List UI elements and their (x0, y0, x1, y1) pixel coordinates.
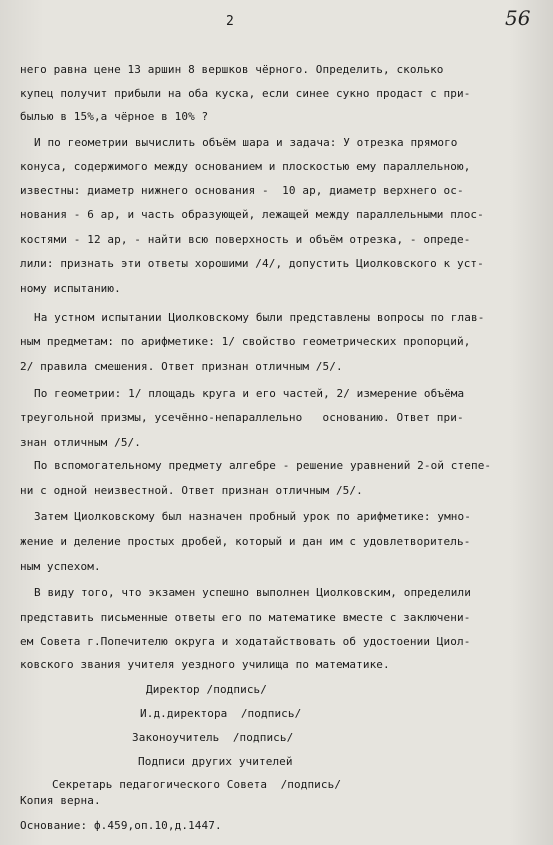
text-line: ным предметам: по арифметике: 1/ свойство геометрических пропорций, (20, 335, 471, 348)
text-line: Законоучитель /подпись/ (132, 731, 294, 744)
text-line: знан отличным /5/. (20, 436, 142, 449)
text-line: ным успехом. (20, 560, 101, 573)
text-line: нования - 6 ар, и часть образующей, лежащей между параллельными плос- (20, 208, 484, 221)
text-line: Секретарь педагогического Совета /подпись/ (52, 778, 342, 791)
text-line: И по геометрии вычислить объём шара и задача: У отрезка прямого (34, 136, 458, 149)
text-line: Затем Циолковскому был назначен пробный урок по арифметике: умно- (34, 510, 471, 523)
text-line: костями - 12 ар, - найти всю поверхность и объём отрезка, - опреде- (20, 233, 471, 246)
text-line: представить письменные ответы его по математике вместе с заключени- (20, 611, 471, 624)
text-line: И.д.директора /подпись/ (140, 707, 302, 720)
text-line: ни с одной неизвестной. Ответ признан отличным /5/. (20, 484, 363, 497)
text-line: На устном испытании Циолковскому были представлены вопросы по глав- (34, 311, 485, 324)
text-line: треугольной призмы, усечённо-непараллельно основанию. Ответ при- (20, 411, 464, 424)
text-line: В виду того, что экзамен успешно выполнен Циолковским, определили (34, 586, 471, 599)
text-line: ному испытанию. (20, 282, 121, 295)
text-line: известны: диаметр нижнего основания - 10 ар, диаметр верхнего ос- (20, 184, 464, 197)
text-line: По геометрии: 1/ площадь круга и его частей, 2/ измерение объёма (34, 387, 465, 400)
text-line: Подписи других учителей (138, 755, 293, 768)
text-line: Основание: ф.459,оп.10,д.1447. (20, 819, 222, 832)
text-line: конуса, содержимого между основанием и плоскостью ему параллельною, (20, 160, 471, 173)
text-line: него равна цене 13 аршин 8 вершков чёрного. Определить, сколько (20, 63, 444, 76)
text-line: купец получит прибыли на оба куска, если синее сукно продаст с при- (20, 87, 471, 100)
text-line: Копия верна. (20, 794, 101, 807)
text-line: ковского звания учителя уездного училища по математике. (20, 658, 390, 671)
text-line: лили: признать эти ответы хорошими /4/, допустить Циолковского к уст- (20, 257, 484, 270)
page-number: 2 (226, 14, 234, 29)
text-line: По вспомогательному предмету алгебре - решение уравнений 2-ой степе- (34, 459, 492, 472)
text-line: былью в 15%,а чёрное в 10% ? (20, 110, 209, 123)
text-line: жение и деление простых дробей, который и дан им с удовлетворитель- (20, 535, 471, 548)
text-line: ем Совета г.Попечителю округа и ходатайствовать об удостоении Циол- (20, 635, 471, 648)
text-line: 2/ правила смешения. Ответ признан отличным /5/. (20, 360, 343, 373)
handwritten-archive-number: 56 (505, 6, 531, 30)
text-line: Директор /подпись/ (146, 683, 268, 696)
